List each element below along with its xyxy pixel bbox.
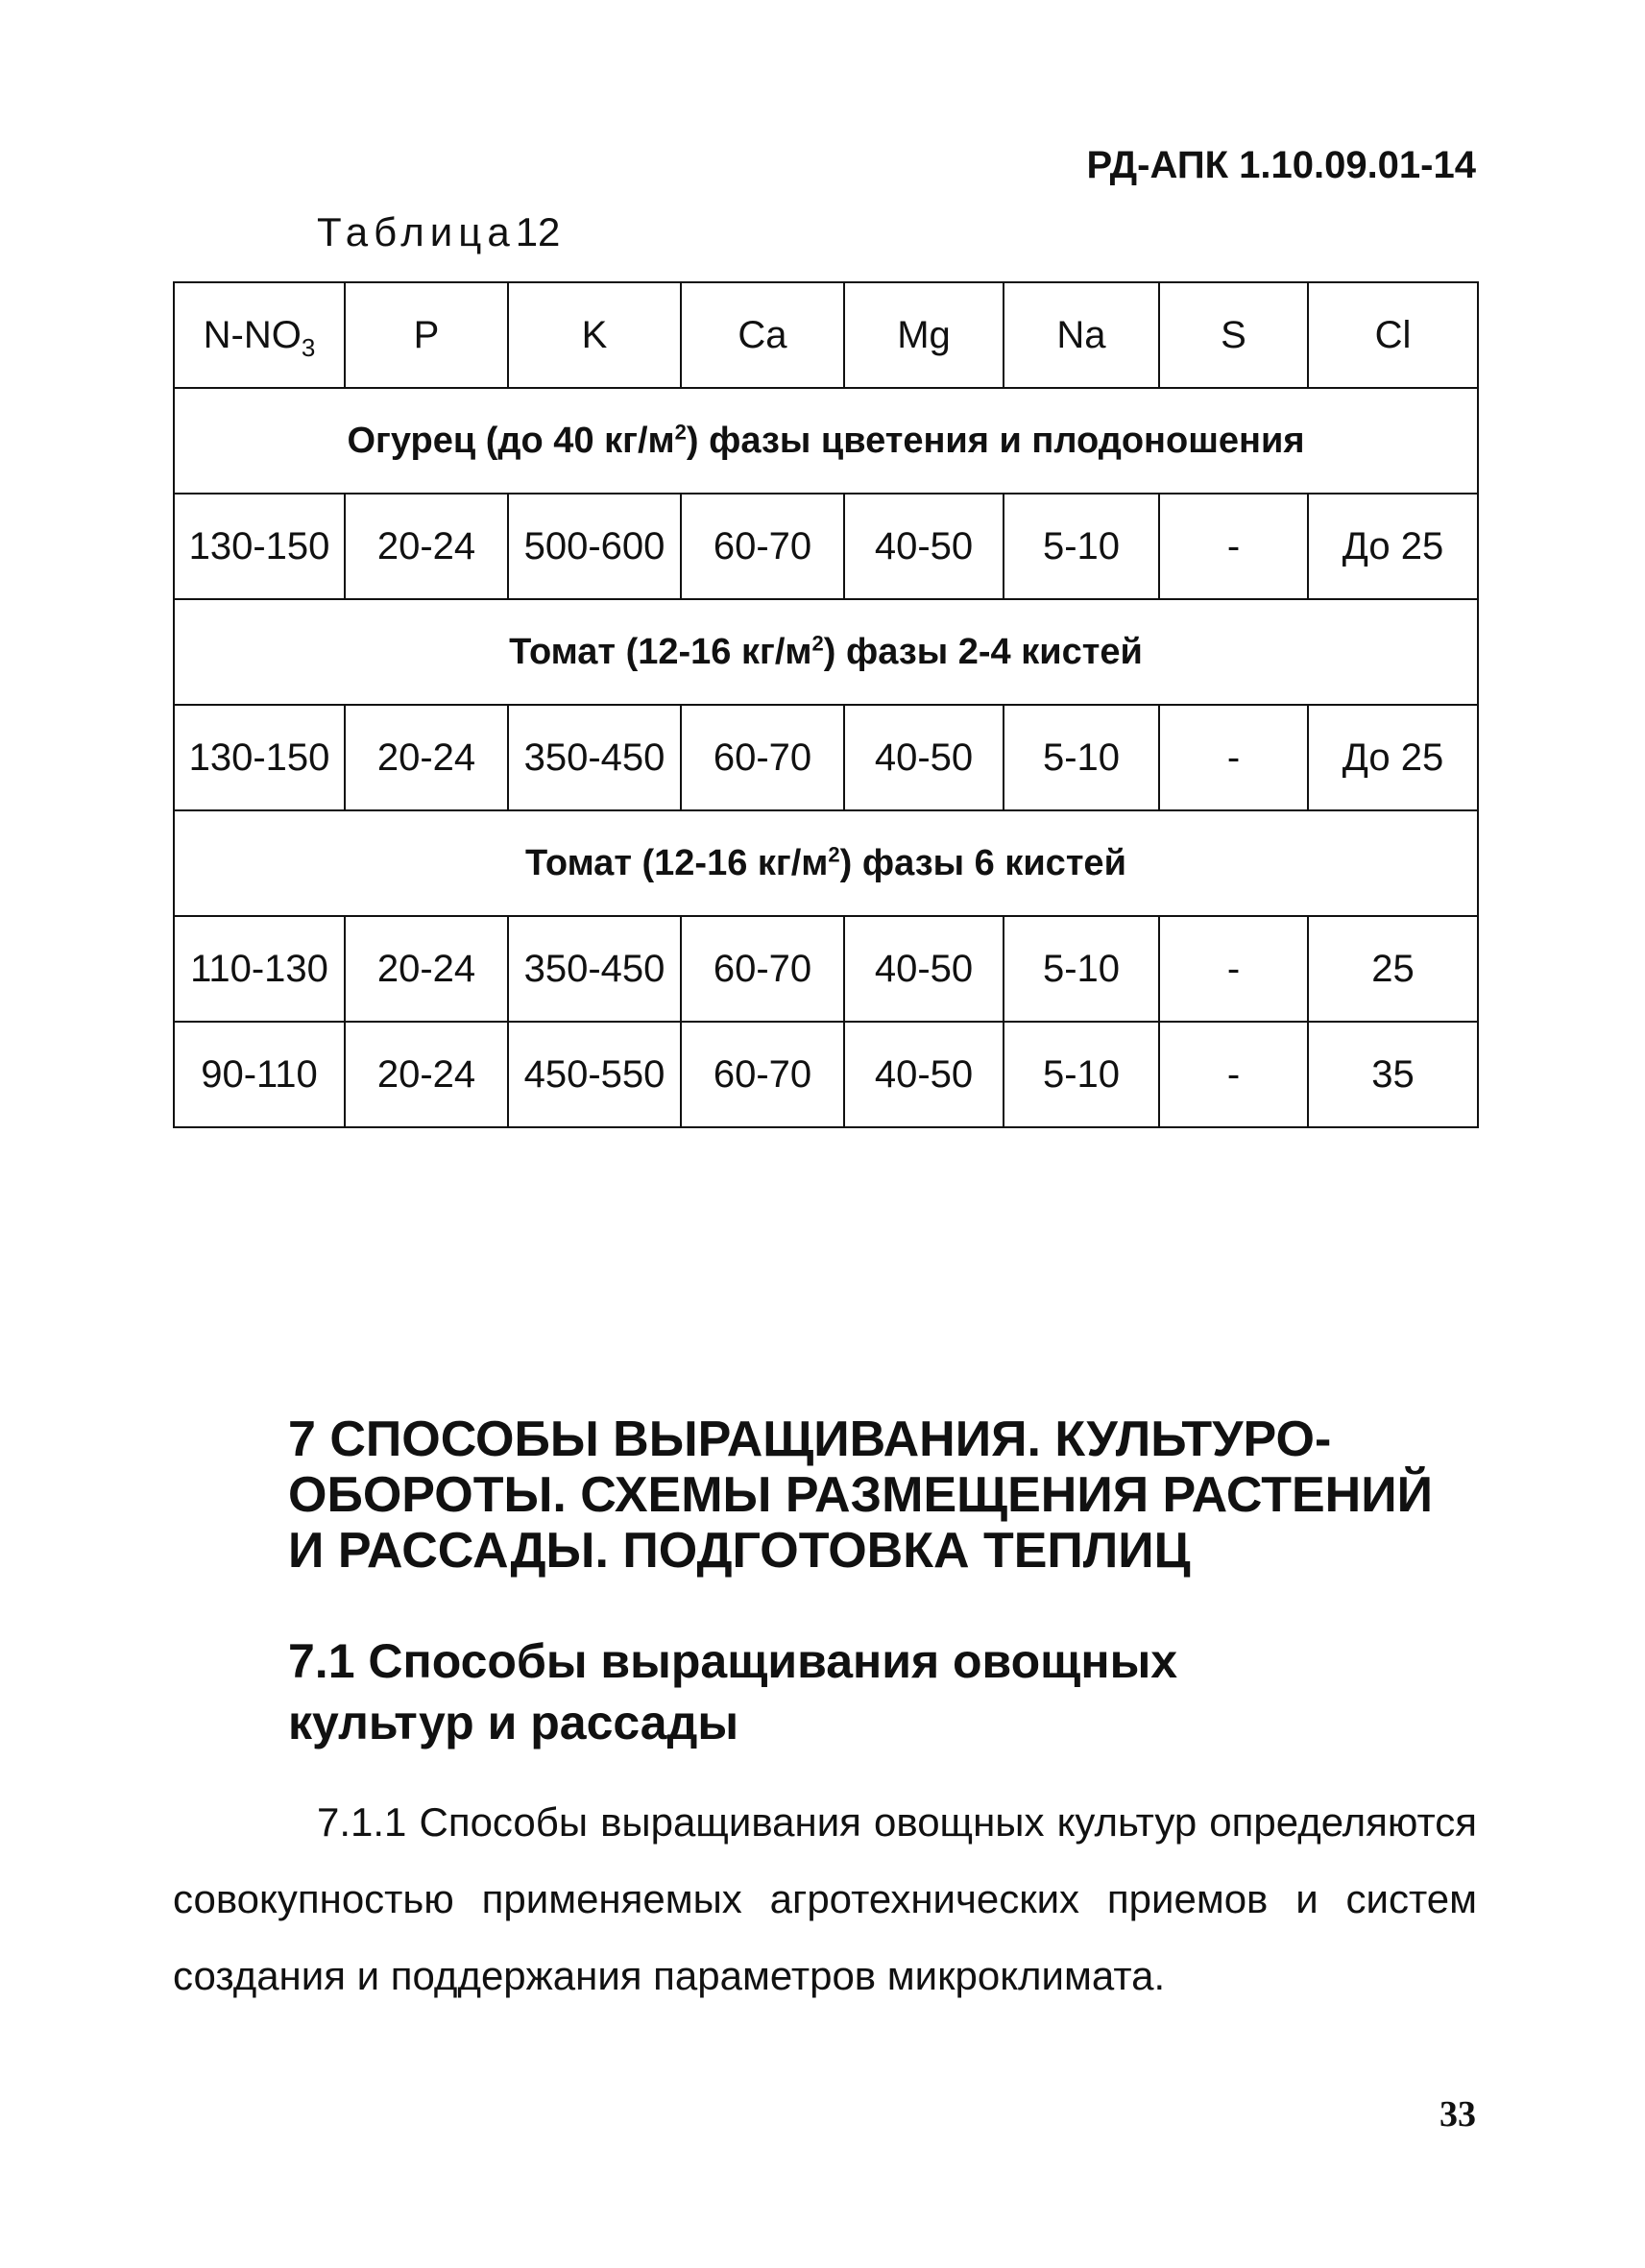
- table-cell: 40-50: [844, 1022, 1004, 1127]
- column-header: Ca: [681, 282, 844, 388]
- table-row: [174, 1022, 1478, 1127]
- table-section-row: [174, 810, 1478, 916]
- table-section-row: [174, 599, 1478, 705]
- table-cell: -: [1159, 494, 1308, 599]
- table-caption-number: 12: [515, 209, 561, 254]
- table-cell: 60-70: [681, 494, 844, 599]
- table-cell: 5-10: [1004, 1022, 1159, 1127]
- document-code: РД-АПК 1.10.09.01-14: [1086, 144, 1476, 186]
- column-header: $N-NO_3$: [174, 282, 345, 388]
- table-cell: 40-50: [844, 705, 1004, 810]
- section-title: Томат (12-16 $кг/м^2$) фазы 2-4 кистей: [174, 599, 1478, 705]
- table-cell: 20-24: [345, 1022, 508, 1127]
- table-cell: 20-24: [345, 494, 508, 599]
- table-caption: [317, 209, 560, 255]
- column-header: K: [508, 282, 681, 388]
- column-header: Mg: [844, 282, 1004, 388]
- table-cell: 90-110: [174, 1022, 345, 1127]
- table-cell: 5-10: [1004, 916, 1159, 1022]
- body-paragraph: 7.1.1 Способы выращивания овощных культур определяются совокупностью применяемых агротехнических приемов и систем создания и поддержания параметров микроклимата.: [173, 1799, 1477, 1998]
- page-number: 33: [1439, 2094, 1476, 2135]
- table-cell: 450-550: [508, 1022, 681, 1127]
- table-cell: 500-600: [508, 494, 681, 599]
- table-cell: 130-150: [174, 705, 345, 810]
- subsection-heading: 7.1 Способы выращивания овощных культур и рассады: [288, 1634, 1178, 1749]
- column-header: Na: [1004, 282, 1159, 388]
- table-cell: 350-450: [508, 705, 681, 810]
- table-cell: До 25: [1308, 494, 1478, 599]
- table-caption-word: Таблица: [317, 209, 516, 254]
- table-cell: 5-10: [1004, 494, 1159, 599]
- table-cell: 350-450: [508, 916, 681, 1022]
- table-cell: 25: [1308, 916, 1478, 1022]
- table-cell: -: [1159, 916, 1308, 1022]
- section-title: Томат (12-16 $кг/м^2$) фазы 6 кистей: [174, 810, 1478, 916]
- table-section-row: [174, 388, 1478, 494]
- table-header-row: [174, 282, 1478, 388]
- table-cell: 5-10: [1004, 705, 1159, 810]
- table-cell: 60-70: [681, 1022, 844, 1127]
- table-cell: -: [1159, 1022, 1308, 1127]
- column-header: Cl: [1308, 282, 1478, 388]
- column-header: S: [1159, 282, 1308, 388]
- table-cell: 60-70: [681, 705, 844, 810]
- table-cell: 40-50: [844, 494, 1004, 599]
- section-heading: 7 СПОСОБЫ ВЫРАЩИВАНИЯ. КУЛЬТУРО- ОБОРОТЫ. СХЕМЫ РАЗМЕЩЕНИЯ РАСТЕНИЙ И РАССАДЫ. ПОДГОТОВКА ТЕПЛИЦ: [288, 1411, 1433, 1579]
- nutrient-table: [173, 281, 1479, 1128]
- table-cell: До 25: [1308, 705, 1478, 810]
- table-row: [174, 705, 1478, 810]
- table-cell: 60-70: [681, 916, 844, 1022]
- table-row: [174, 916, 1478, 1022]
- table-cell: 40-50: [844, 916, 1004, 1022]
- table-cell: -: [1159, 705, 1308, 810]
- table-cell: 20-24: [345, 705, 508, 810]
- section-title: Огурец (до 40 $кг/м^2$) фазы цветения и плодоношения: [174, 388, 1478, 494]
- table-cell: 130-150: [174, 494, 345, 599]
- table-row: [174, 494, 1478, 599]
- column-header: P: [345, 282, 508, 388]
- table-cell: 35: [1308, 1022, 1478, 1127]
- table-cell: 20-24: [345, 916, 508, 1022]
- table-cell: 110-130: [174, 916, 345, 1022]
